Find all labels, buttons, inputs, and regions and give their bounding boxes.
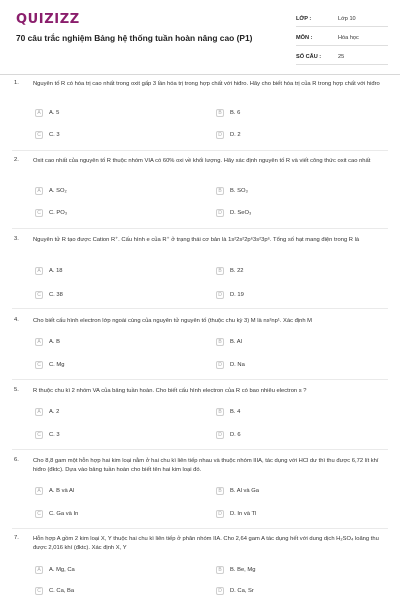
question-number: 3. <box>14 236 19 242</box>
question-divider <box>12 308 388 309</box>
option-letter-box: B <box>216 267 224 275</box>
option-letter-box: B <box>216 566 224 574</box>
option-text: B. 6 <box>230 110 241 116</box>
option-c[interactable] <box>35 430 60 440</box>
option-text: D. 19 <box>230 292 244 298</box>
option-letter-box: C <box>35 131 43 139</box>
option-letter-box: C <box>35 361 43 369</box>
meta-key: MÔN : <box>296 34 313 41</box>
option-c[interactable] <box>35 360 64 370</box>
option-text: B. 22 <box>230 268 244 274</box>
option-letter-box: C <box>35 587 43 595</box>
option-text: B. 4 <box>230 409 241 415</box>
meta-key: LỚP : <box>296 15 312 22</box>
option-text: B. Al và Ga <box>230 488 259 494</box>
option-b[interactable] <box>216 486 259 496</box>
option-a[interactable] <box>35 337 60 347</box>
quizizz-logo: QUIZIZZ <box>16 12 80 27</box>
question-number: 5. <box>14 387 19 393</box>
option-b[interactable] <box>216 337 242 347</box>
option-letter-box: D <box>216 431 224 439</box>
option-text: C. 3 <box>49 432 60 438</box>
option-c[interactable] <box>35 130 60 140</box>
option-letter-box: C <box>35 431 43 439</box>
header <box>0 0 400 72</box>
meta-table <box>296 11 388 68</box>
header-divider <box>0 74 400 75</box>
option-d[interactable] <box>216 509 256 519</box>
question-text: Hỗn hợp A gồm 2 kim loại X, Y thuộc hai chu kì liên tiếp ở phân nhóm IIA. Cho 2,64 gam A tác dụng hết với dung dịch H₂SO₄ loãng thu được 2,016 khí (đktc). Xác định X, Y <box>33 536 379 551</box>
option-d[interactable] <box>216 290 244 300</box>
option-text: C. Ca, Ba <box>49 588 75 594</box>
question-divider <box>12 150 388 151</box>
option-text: A. 5 <box>49 110 60 116</box>
option-c[interactable] <box>35 586 74 596</box>
option-letter-box: D <box>216 510 224 518</box>
option-letter-box: B <box>216 408 224 416</box>
option-text: D. 2 <box>230 132 241 138</box>
question-divider <box>12 528 388 529</box>
option-text: B. Al <box>230 339 242 345</box>
question-number: 1. <box>14 80 19 86</box>
option-text: A. B và Al <box>49 488 75 494</box>
question-text: R thuộc chu kì 2 nhóm VA của bảng tuần hoàn. Cho biết cấu hình electron của R có bao nhiêu electron s ? <box>33 388 307 394</box>
option-text: D. 6 <box>230 432 241 438</box>
question-number: 6. <box>14 457 19 463</box>
question-text: Cho biết cấu hình electron lớp ngoài cùng của nguyên tử nguyên tố (thuộc chu kỳ 3) M là ns²np¹. Xác định M <box>33 318 313 324</box>
option-text: D. SeO₃ <box>230 210 252 216</box>
option-d[interactable] <box>216 586 254 596</box>
option-letter-box: B <box>216 109 224 117</box>
question-number: 7. <box>14 535 19 541</box>
meta-row-subject <box>296 30 388 46</box>
option-b[interactable] <box>216 186 248 196</box>
option-b[interactable] <box>216 266 244 276</box>
option-text: C. PO₃ <box>49 210 68 216</box>
option-text: D. Ca, Sr <box>230 588 254 594</box>
option-a[interactable] <box>35 266 63 276</box>
question-divider <box>12 228 388 229</box>
question-text: Cho 8,8 gam một hỗn hợp hai kim loại nằm ở hai chu kì liên tiếp nhau và thuộc nhóm IIIA, tác dụng với HCl dư thì thu được 6,72 lít khí hiđro (đktc). Dựa vào bảng tuần hoàn cho biết tên hai kim loại đó. <box>33 458 379 473</box>
option-text: A. SO₂ <box>49 188 67 194</box>
option-c[interactable] <box>35 509 78 519</box>
option-letter-box: D <box>216 131 224 139</box>
option-letter-box: B <box>216 487 224 495</box>
meta-row-class <box>296 11 388 27</box>
meta-value: Hóa học <box>338 34 359 41</box>
question-number: 4. <box>14 317 19 323</box>
option-text: A. B <box>49 339 60 345</box>
option-b[interactable] <box>216 407 240 417</box>
option-text: B. Be, Mg <box>230 567 256 573</box>
option-letter-box: A <box>35 338 43 346</box>
option-a[interactable] <box>35 486 74 496</box>
option-letter-box: C <box>35 291 43 299</box>
option-c[interactable] <box>35 290 63 300</box>
option-text: C. 3 <box>49 132 60 138</box>
option-text: A. Mg, Ca <box>49 567 75 573</box>
option-letter-box: A <box>35 566 43 574</box>
option-letter-box: B <box>216 338 224 346</box>
option-letter-box: A <box>35 187 43 195</box>
option-letter-box: A <box>35 267 43 275</box>
option-d[interactable] <box>216 360 245 370</box>
option-text: D. In và Tl <box>230 511 257 517</box>
option-text: A. 2 <box>49 409 60 415</box>
option-letter-box: A <box>35 408 43 416</box>
option-a[interactable] <box>35 186 67 196</box>
option-a[interactable] <box>35 108 59 118</box>
option-text: D. Na <box>230 362 245 368</box>
option-text: C. 38 <box>49 292 63 298</box>
option-d[interactable] <box>216 430 241 440</box>
meta-row-count <box>296 49 388 65</box>
option-letter-box: D <box>216 291 224 299</box>
option-text: C. Mg <box>49 362 65 368</box>
page-title: 70 câu trắc nghiệm Bảng hệ thống tuần hoàn nâng cao (P1) <box>16 33 253 43</box>
question-text: Nguyên tử R tạo được Cation R⁺. Cấu hình e của R⁺ ở trạng thái cơ bản là 1s²2s²2p⁶3s²3p⁶. Tổng số hạt mang điện trong R là <box>33 237 360 243</box>
option-d[interactable] <box>216 130 241 140</box>
option-letter-box: C <box>35 510 43 518</box>
meta-value: 25 <box>338 53 345 60</box>
option-b[interactable] <box>216 108 240 118</box>
question-divider <box>12 379 388 380</box>
option-a[interactable] <box>35 565 75 575</box>
option-d[interactable] <box>216 208 251 218</box>
meta-value: Lớp 10 <box>338 15 356 22</box>
option-letter-box: A <box>35 109 43 117</box>
option-text: C. Ga và In <box>49 511 79 517</box>
option-letter-box: B <box>216 187 224 195</box>
option-letter-box: D <box>216 209 224 217</box>
option-b[interactable] <box>216 565 255 575</box>
option-letter-box: D <box>216 361 224 369</box>
meta-key: SỐ CÂU : <box>296 53 322 60</box>
option-letter-box: D <box>216 587 224 595</box>
option-letter-box: C <box>35 209 43 217</box>
question-divider <box>12 449 388 450</box>
question-text: Nguyên tố R có hóa trị cao nhất trong oxit gấp 3 lần hóa trị trong hợp chất với hiđro. Hãy cho biết hóa trị của R trong hợp chất với hiđro <box>33 81 380 87</box>
option-a[interactable] <box>35 407 59 417</box>
option-letter-box: A <box>35 487 43 495</box>
option-text: A. 18 <box>49 268 63 274</box>
question-text: Oxit cao nhất của nguyên tố R thuộc nhóm VIA có 60% oxi về khối lượng. Hãy xác định nguyên tố R và viết công thức oxit cao nhất <box>33 158 371 164</box>
question-number: 2. <box>14 157 19 163</box>
option-c[interactable] <box>35 208 67 218</box>
option-text: B. SO₃ <box>230 188 248 194</box>
